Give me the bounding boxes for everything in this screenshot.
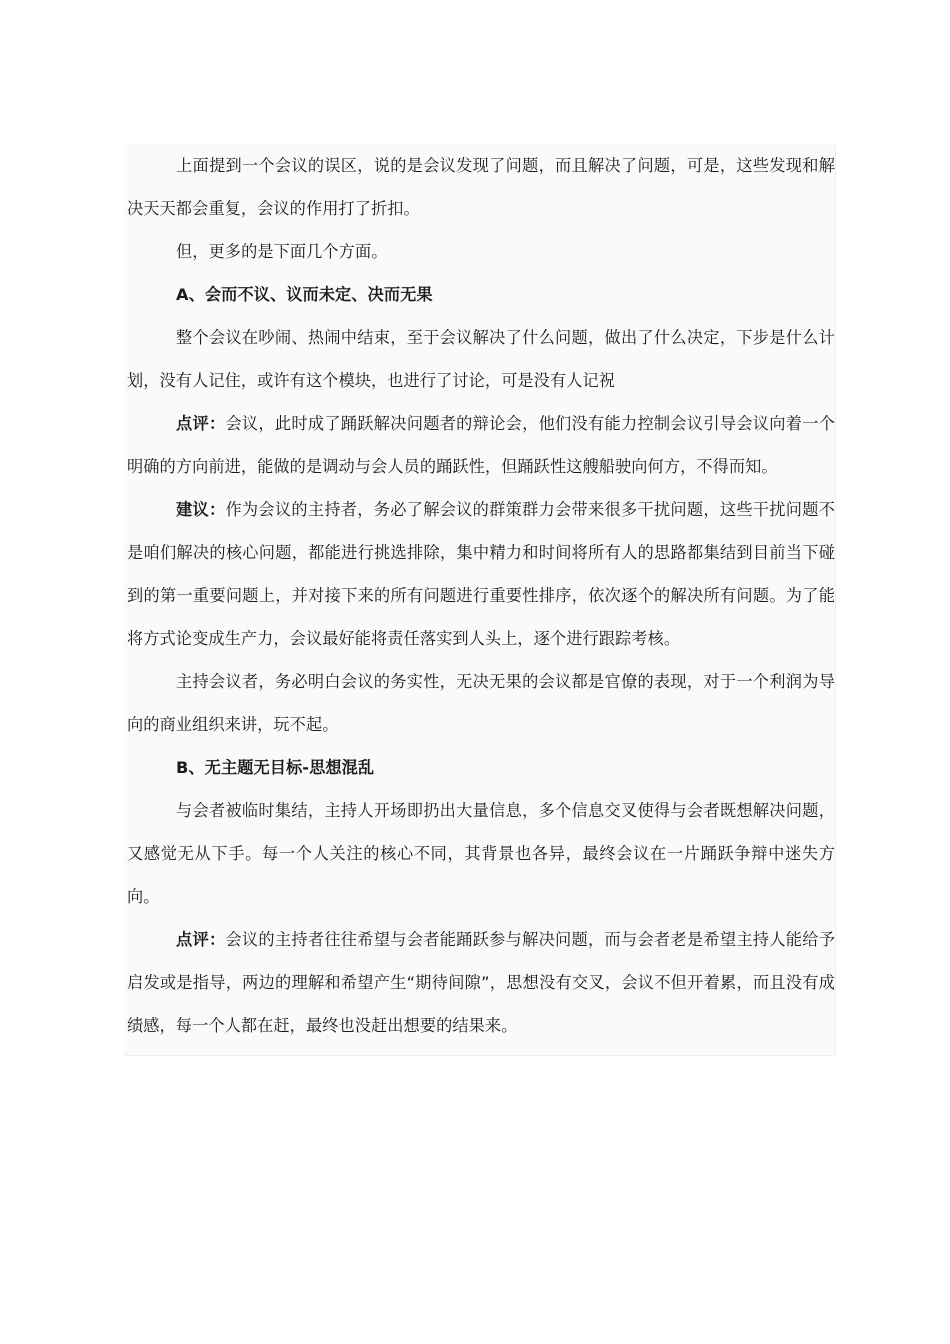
intro-paragraph-2 — [127, 230, 835, 273]
section-a-heading — [127, 273, 835, 316]
section-a-body — [127, 316, 835, 402]
article-block — [124, 144, 836, 1056]
comment-text-b: 会议的主持者往往希望与会者能踊跃参与解决问题，而与会者老是希望主持人能给予启发或是指导，两边的理解和希望产生“期待间隙”，思想没有交叉，会议不但开着累，而且没有成绩感，每一个人都在赶，最终也没赶出想要的结果来。 — [127, 930, 835, 1035]
section-a-advice — [127, 488, 835, 660]
section-b-body-text: 与会者被临时集结，主持人开场即扔出大量信息，多个信息交叉使得与会者既想解决问题，又感觉无从下手。每一个人关注的核心不同，其背景也各异，最终会议在一片踊跃争辩中迷失方向。 — [127, 801, 835, 906]
section-a-heading-text: A、会而不议、议而未定、决而无果 — [176, 285, 433, 304]
intro-text: 上面提到一个会议的误区，说的是会议发现了问题，而且解决了问题，可是，这些发现和解决天天都会重复，会议的作用打了折扣。 — [127, 156, 835, 218]
comment-label-b: 点评： — [176, 930, 226, 949]
section-b-heading-text: B、无主题无目标-思想混乱 — [176, 758, 375, 777]
comment-label: 点评： — [176, 414, 226, 433]
section-b-comment — [127, 918, 835, 1047]
intro-text-2: 但，更多的是下面几个方面。 — [176, 242, 388, 261]
comment-text: 会议，此时成了踊跃解决问题者的辩论会，他们没有能力控制会议引导会议向着一个明确的方向前进，能做的是调动与会人员的踊跃性，但踊跃性这艘船驶向何方，不得而知。 — [127, 414, 835, 476]
section-b-body — [127, 789, 835, 918]
intro-paragraph — [127, 144, 835, 230]
advice-text: 作为会议的主持者，务必了解会议的群策群力会带来很多干扰问题，这些干扰问题不是咱们解决的核心问题，都能进行挑选排除，集中精力和时间将所有人的思路都集结到目前当下碰到的第一重要问题上，并对接下来的所有问题进行重要性排序，依次逐个的解决所有问题。为了能将方式论变成生产力，会议最好能将责任落实到人头上，逐个进行跟踪考核。 — [127, 500, 835, 648]
section-a-closing — [127, 660, 835, 746]
section-a-body-text: 整个会议在吵闹、热闹中结束，至于会议解决了什么问题，做出了什么决定，下步是什么计划，没有人记住，或许有这个模块，也进行了讨论，可是没有人记祝 — [127, 328, 835, 390]
section-a-closing-text: 主持会议者，务必明白会议的务实性，无决无果的会议都是官僚的表现，对于一个利润为导向的商业组织来讲，玩不起。 — [127, 672, 835, 734]
section-b-heading — [127, 746, 835, 789]
advice-label: 建议： — [176, 500, 226, 519]
section-a-comment — [127, 402, 835, 488]
